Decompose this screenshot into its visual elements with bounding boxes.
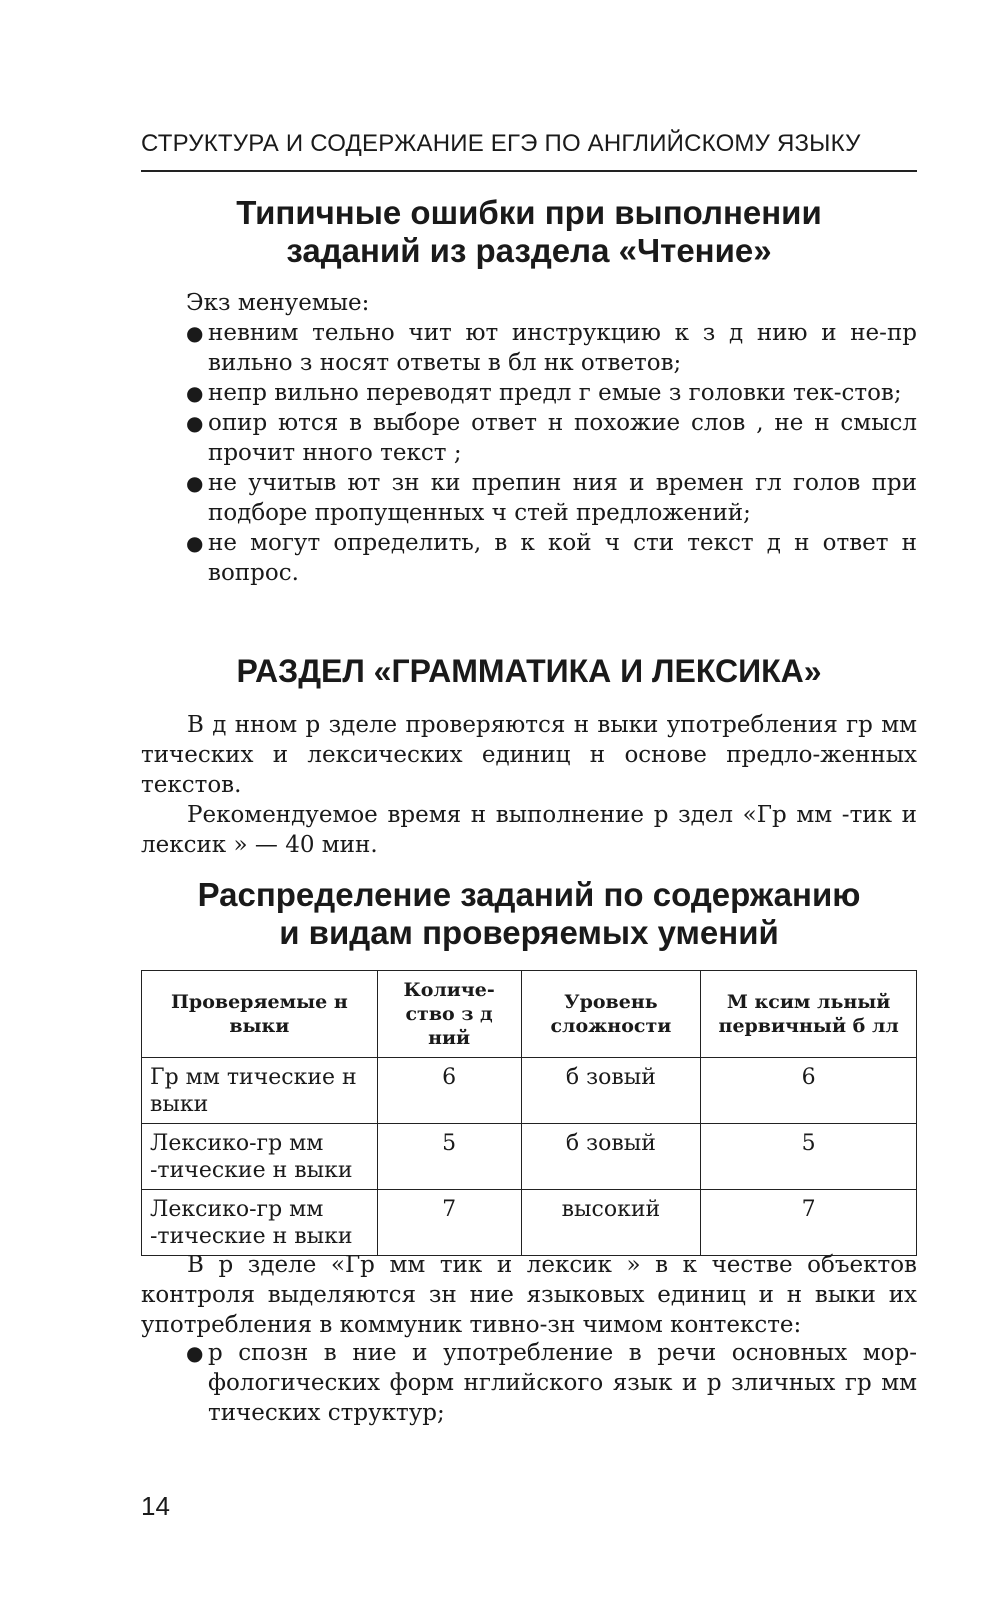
task-distribution-table — [141, 970, 917, 1256]
table-cell: 7 — [701, 1190, 917, 1256]
reading-errors-heading-line2: заданий из раздела «Чтение» — [286, 232, 772, 269]
table-cell: 5 — [701, 1124, 917, 1190]
task-distribution-heading-line2: и видам проверяемых умений — [279, 914, 779, 951]
table-cell: 5 — [377, 1124, 521, 1190]
table-cell: Гр мм тические н выки — [142, 1058, 378, 1124]
bullet-icon: ● — [186, 1341, 204, 1365]
running-header: СТРУКТУРА И СОДЕРЖАНИЕ ЕГЭ ПО АНГЛИЙСКОМУ ЯЗЫКУ — [141, 130, 861, 157]
column-header: Количе-ство з д ний — [377, 971, 521, 1058]
table-header-row — [142, 971, 917, 1058]
list-item: ● не учитыв ют зн ки препин ния и времен гл голов при подборе пропущенных ч стей предложений; — [186, 470, 917, 526]
reading-errors-list — [186, 318, 917, 588]
list-item: ● невним тельно чит ют инструкцию к з д нию и не-пр вильно з носят ответы в бл нк ответов; — [186, 320, 917, 376]
bullet-icon: ● — [186, 471, 204, 495]
task-distribution-heading — [141, 876, 917, 952]
reading-errors-heading-line1: Типичные ошибки при выполнении — [236, 194, 822, 231]
table-row — [142, 1124, 917, 1190]
header-divider — [141, 170, 917, 172]
list-item: ● р спозн в ние и употребление в речи основных мор-фологических форм нглийского язык и р зличных гр мм тических структур; — [186, 1340, 917, 1426]
examinees-intro: Экз менуемые: — [186, 290, 370, 316]
bullet-icon: ● — [186, 321, 204, 345]
list-item: ● опир ются в выборе ответ н похожие слов , не н смысл прочит нного текст ; — [186, 410, 917, 466]
table-row — [142, 1190, 917, 1256]
grammar-description-paragraph: В д нном р зделе проверяются н выки употребления гр мм тических и лексических единиц н основе предло-женных текстов. — [141, 712, 917, 798]
column-header: Уровень сложности — [521, 971, 701, 1058]
list-item: ● не могут определить, в к кой ч сти текст д н ответ н вопрос. — [186, 530, 917, 586]
table-cell: б зовый — [521, 1058, 701, 1124]
table-cell: б зовый — [521, 1124, 701, 1190]
bullet-icon: ● — [186, 381, 204, 405]
bullet-icon: ● — [186, 411, 204, 435]
table-cell: Лексико-гр мм -тические н выки — [142, 1124, 378, 1190]
control-objects-paragraph: В р зделе «Гр мм тик и лексик » в к честве объектов контроля выделяются зн ние языковых единиц и н выки их употребления в коммуник тивно-зн чимом контексте: — [141, 1252, 917, 1338]
reading-errors-heading — [141, 194, 917, 270]
page-number: 14 — [141, 1491, 170, 1521]
grammar-section-heading: РАЗДЕЛ «ГРАММАТИКА И ЛЕКСИКА» — [236, 653, 822, 689]
table-cell: высокий — [521, 1190, 701, 1256]
list-item: ● непр вильно переводят предл г емые з головки тек-стов; — [186, 380, 902, 406]
recommended-time-paragraph: Рекомендуемое время н выполнение р здел «Гр мм -тик и лексик » — 40 мин. — [141, 802, 917, 858]
table-row — [142, 1058, 917, 1124]
column-header: М ксим льный первичный б лл — [701, 971, 917, 1058]
control-objects-list — [186, 1338, 917, 1428]
task-distribution-heading-line1: Распределение заданий по содержанию — [197, 876, 861, 913]
table-cell: Лексико-гр мм -тические н выки — [142, 1190, 378, 1256]
table-cell: 6 — [701, 1058, 917, 1124]
table-cell: 7 — [377, 1190, 521, 1256]
table-cell: 6 — [377, 1058, 521, 1124]
bullet-icon: ● — [186, 531, 204, 555]
column-header: Проверяемые н выки — [142, 971, 378, 1058]
